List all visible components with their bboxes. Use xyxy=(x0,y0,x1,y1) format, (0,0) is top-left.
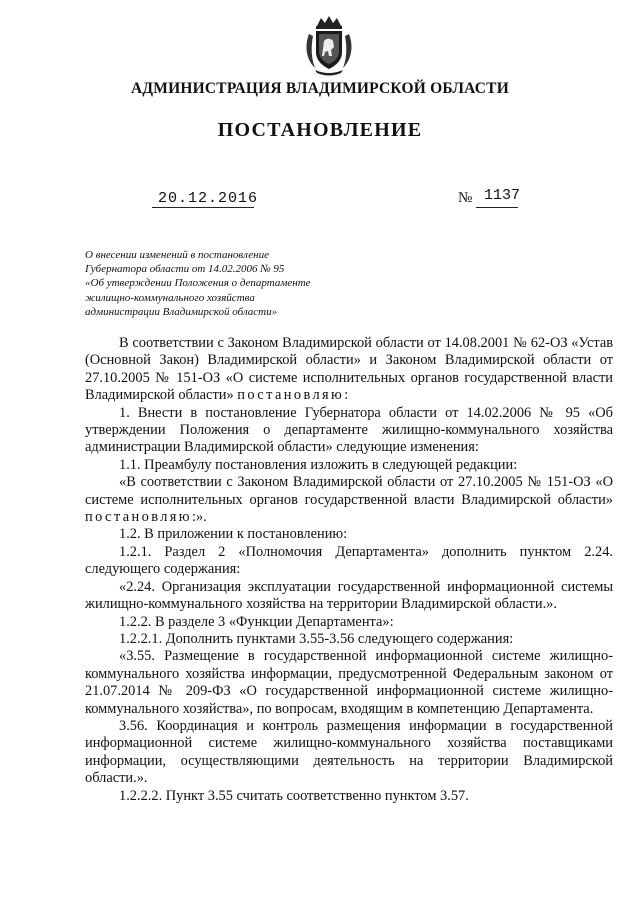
subject-line: Губернатора области от 14.02.2006 № 95 xyxy=(85,263,285,276)
document-body xyxy=(85,335,613,805)
paragraph: 1.2.2. В разделе 3 «Функции Департамента»: xyxy=(119,613,394,630)
document-number: 1137 xyxy=(484,187,521,204)
subject-line: администрации Владимирской области» xyxy=(85,305,278,318)
number-sign: № xyxy=(458,190,473,206)
paragraph: 1.2. В приложении к постановлению: xyxy=(119,526,348,543)
paragraph: «2.24. Организация эксплуатации государственной информационной системы жилищно-коммунального хозяйства на территории Владимирской области.». xyxy=(85,578,613,613)
document-date: 20.12.2016 xyxy=(158,190,259,207)
coat-of-arms-icon xyxy=(303,14,355,76)
paragraph: 1.1. Преамбулу постановления изложить в следующей редакции: xyxy=(119,456,518,473)
document-subject xyxy=(85,248,375,319)
paragraph: 1.2.2.1. Дополнить пунктами 3.55-3.56 следующего содержания: xyxy=(119,630,514,647)
date-underline xyxy=(152,207,254,208)
organization-title: АДМИНИСТРАЦИЯ ВЛАДИМИРСКОЙ ОБЛАСТИ xyxy=(131,80,509,97)
paragraph-preamble: В соответствии с Законом Владимирской области от 14.08.2001 № 62-ОЗ «Устав (Основной Закон) Владимирской области» и Законом Владимирской области от 27.10.2005 № 151-ОЗ «О системе исполнительных органов государственной власти Владимирской области» постановляю: xyxy=(85,335,613,404)
subject-line: «Об утверждении Положения о департаменте xyxy=(85,277,311,290)
paragraph: 3.56. Координация и контроль размещения информации в государственной информационной системе жилищно-коммунального хозяйства поставщиками информации, осуществляющими деятельность на территории Владимирской области.». xyxy=(85,717,613,787)
number-underline xyxy=(476,207,518,208)
resolve-word: постановляю xyxy=(237,387,345,404)
resolve-word: постановляю xyxy=(85,509,192,526)
subject-line: жилищно-коммунального хозяйства xyxy=(85,291,255,304)
paragraph: 1.2.1. Раздел 2 «Полномочия Департамента» дополнить пунктом 2.24. следующего содержания: xyxy=(85,543,613,578)
document-type: ПОСТАНОВЛЕНИЕ xyxy=(217,119,423,141)
paragraph: 1.2.2.2. Пункт 3.55 считать соответственно пунктом 3.57. xyxy=(119,787,469,804)
paragraph: «3.55. Размещение в государственной информационной системе жилищно-коммунального хозяйства информации, предусмотренной Федеральным законом от 21.07.2014 № 209-ФЗ «О государственной информационной системе жилищно-коммунального хозяйства», по вопросам, входящим в компетенцию Департамента. xyxy=(85,648,613,717)
paragraph-quoted-preamble: «В соответствии с Законом Владимирской области от 27.10.2005 № 151-ОЗ «О системе исполнительных органов государственной власти Владимирской области» постановляю:». xyxy=(85,474,613,526)
subject-line: О внесении изменений в постановление xyxy=(85,249,269,261)
paragraph: 1. Внести в постановление Губернатора области от 14.02.2006 № 95 «Об утверждении Положения о департаменте жилищно-коммунального хозяйства администрации Владимирской области» следующие изменения: xyxy=(85,404,613,456)
